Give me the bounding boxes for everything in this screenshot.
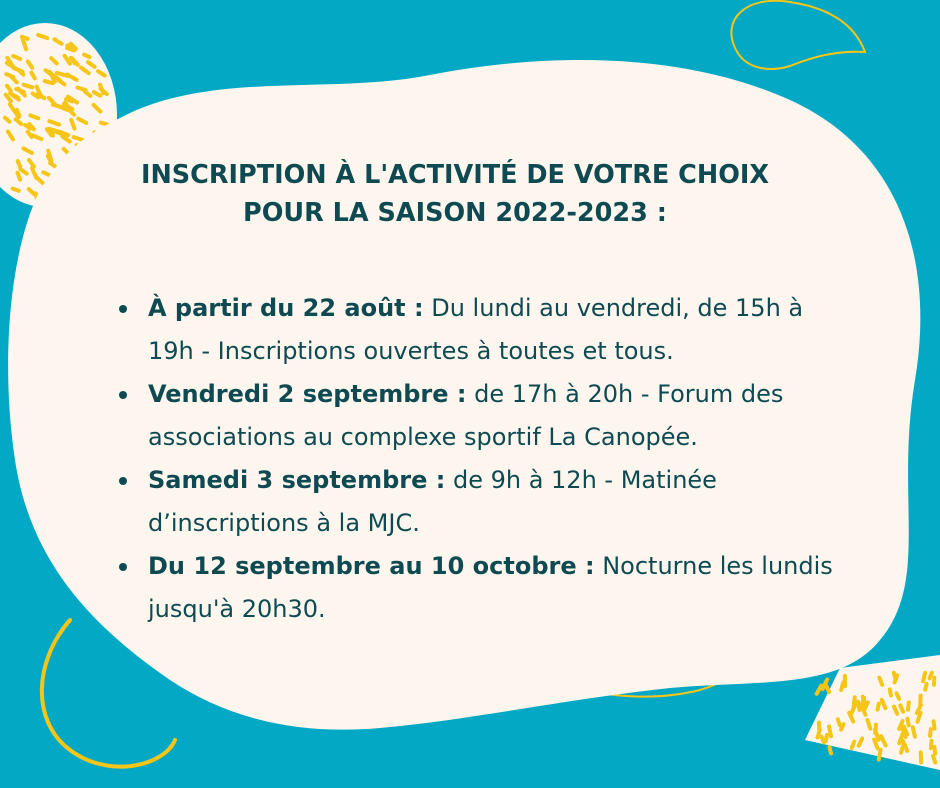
list-item xyxy=(116,459,836,545)
item-text: Nocturne les lundis jusqu'à 20h30. xyxy=(148,552,833,623)
item-date: Vendredi 2 septembre : xyxy=(148,380,467,408)
list-item xyxy=(116,287,836,373)
title-line-1: INSCRIPTION À L'ACTIVITÉ DE VOTRE CHOIX xyxy=(140,160,770,190)
item-date: Du 12 septembre au 10 octobre : xyxy=(148,552,595,580)
item-date: Samedi 3 septembre : xyxy=(148,466,446,494)
list-item xyxy=(116,373,836,459)
item-text: de 17h à 20h - Forum des associations au complexe sportif La Canopée. xyxy=(148,380,784,451)
bullet-icon xyxy=(119,305,127,313)
bullet-icon xyxy=(119,391,127,399)
bullet-icon xyxy=(119,563,127,571)
title-line-2: POUR LA SAISON 2022-2023 : xyxy=(243,198,667,228)
bullet-icon xyxy=(119,477,127,485)
item-date: À partir du 22 août : xyxy=(148,294,424,322)
schedule-list xyxy=(116,287,836,631)
item-text: de 9h à 12h - Matinée d’inscriptions à la MJC. xyxy=(148,466,717,537)
list-item xyxy=(116,545,836,631)
item-text: Du lundi au vendredi, de 15h à 19h - Inscriptions ouvertes à toutes et tous. xyxy=(148,294,804,365)
page-title xyxy=(60,156,850,232)
